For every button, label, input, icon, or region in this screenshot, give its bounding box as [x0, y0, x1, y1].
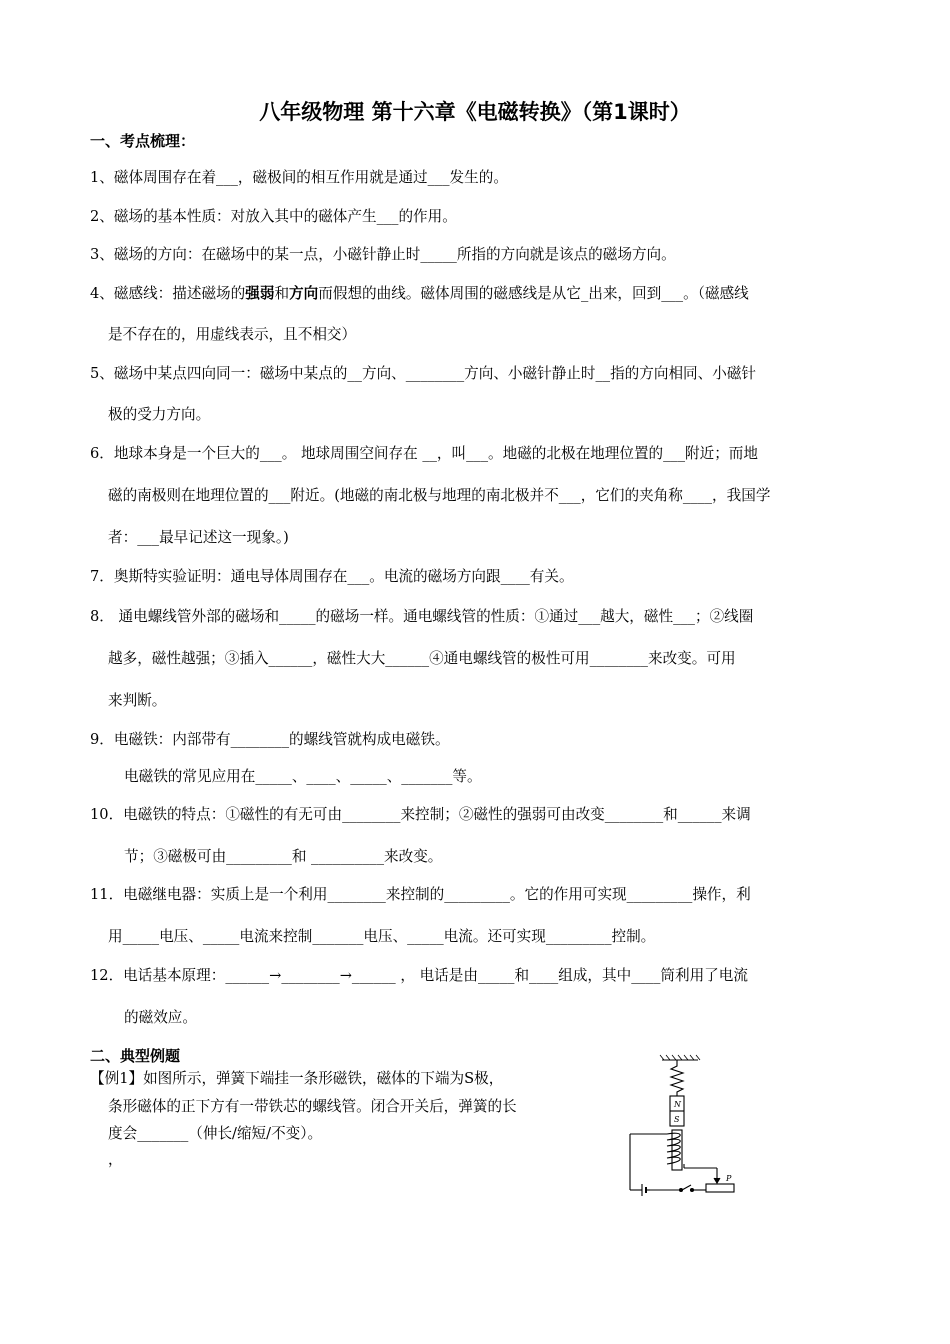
slider-arrow-head	[714, 1178, 720, 1183]
item-5: 5、磁场中某点四向同一：磁场中某点的__方向、________方向、小磁针静止时__指的方向相同、小磁针	[90, 365, 757, 382]
magnet-n-label: N	[674, 1100, 681, 1109]
item-12: 12．电话基本原理：______→________→______ ， 电话是由_____和____组成，其中____筒利用了电流	[90, 967, 748, 984]
item-4-continued: 是不存在的，用虚线表示，且不相交）	[108, 326, 357, 343]
item-10-continued: 节；③磁极可由_________和 __________来改变。	[124, 848, 443, 865]
magnet-s-label: S	[674, 1115, 680, 1124]
item-11-continued: 用_____电压、_____电流来控制_______电压、_____电流。还可实现_________控制。	[108, 928, 656, 945]
item-4-bold-strength: 强弱	[245, 285, 275, 302]
ceiling-hatching	[660, 1055, 700, 1060]
item-2: 2、磁场的基本性质：对放入其中的磁体产生___的作用。	[90, 208, 457, 225]
item-4-text-b: 而假想的曲线。磁体周围的磁感线是从它_出来，回到___。（磁感线	[318, 285, 749, 302]
example-1-line-4: ，	[108, 1151, 123, 1168]
item-4-bold-direction: 方向	[289, 285, 319, 302]
item-6-continued-1: 磁的南极则在地理位置的___附近。(地磁的南北极与地理的南北极并不___，它们的夹角称____，我国学	[108, 487, 771, 504]
spring-magnet-solenoid-figure	[622, 1054, 742, 1204]
example-1-line-2: 条形磁体的正下方有一带铁芯的螺线管。闭合开关后，弹簧的长	[108, 1098, 517, 1115]
item-12-continued: 的磁效应。	[124, 1009, 197, 1026]
item-4-text-a: 4、磁感线：描述磁场的	[90, 285, 246, 302]
item-3: 3、磁场的方向：在磁场中的某一点，小磁针静止时_____所指的方向就是该点的磁场方向。	[90, 246, 676, 263]
switch-contact-right	[691, 1189, 694, 1192]
page-title: 八年级物理 第十六章《电磁转换》（第1课时）	[259, 100, 691, 124]
item-5-continued: 极的受力方向。	[108, 406, 211, 423]
item-8-continued-2: 来判断。	[108, 692, 167, 709]
item-11: 11．电磁继电器：实质上是一个利用________来控制的_________。它的作用可实现_________操作，利	[90, 886, 751, 903]
item-1: 1、磁体周围存在着___，磁极间的相互作用就是通过___发生的。	[90, 169, 508, 186]
item-8-continued-1: 越多，磁性越强；③插入______，磁性大大______④通电螺线管的极性可用________来改变。可用	[108, 650, 736, 667]
item-9-applications: 电磁铁的常见应用在_____、____、_____、_______等。	[124, 768, 482, 785]
section-heading-review: 一、考点梳理：	[90, 132, 196, 150]
item-8: 8． 通电螺线管外部的磁场和_____的磁场一样。通电螺线管的性质：①通过___越大，磁性___；②线圈	[90, 608, 754, 625]
spring	[671, 1060, 683, 1096]
item-4	[90, 284, 870, 304]
item-9: 9．电磁铁：内部带有________的螺线管就构成电磁铁。	[90, 731, 450, 748]
example-1-line-1: 【例1】如图所示，弹簧下端挂一条形磁铁，磁体的下端为S极，	[90, 1070, 504, 1087]
solenoid-coil	[667, 1133, 680, 1164]
item-4-text-and: 和	[274, 285, 290, 302]
rheostat	[706, 1184, 734, 1192]
item-6-continued-2: 者：___最早记述这一现象。)	[108, 529, 289, 546]
example-1-line-3: 度会_______（伸长/缩短/不变）。	[108, 1125, 323, 1142]
item-6: 6．地球本身是一个巨大的___。 地球周围空间存在 __，叫___。地磁的北极在地理位置的___附近；而地	[90, 445, 758, 462]
section-heading-examples: 二、典型例题	[90, 1047, 181, 1065]
item-10: 10．电磁铁的特点：①磁性的有无可由________来控制；②磁性的强弱可由改变________和______来调	[90, 806, 751, 823]
rheostat-p-label: P	[726, 1174, 732, 1183]
item-7: 7．奥斯特实验证明：通电导体周围存在___。电流的磁场方向跟____有关。	[90, 568, 574, 585]
switch-lever	[682, 1185, 691, 1190]
